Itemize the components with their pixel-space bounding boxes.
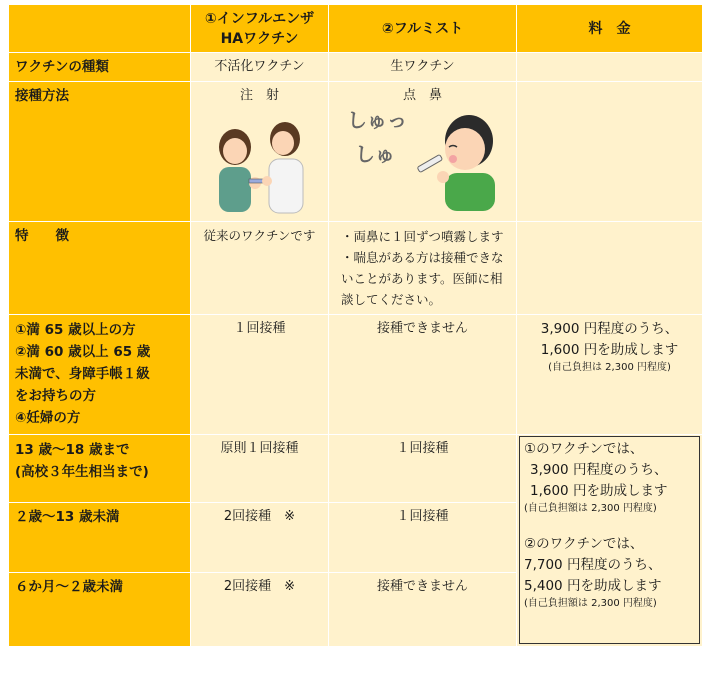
label-features: 特 徴: [9, 222, 191, 315]
feature-line-3: いことがあります。医師に相: [341, 271, 503, 286]
price-b-line3: 5,400 円を助成します: [524, 578, 662, 594]
cell-elderly-price: [517, 315, 703, 435]
cell-elderly-col2: 接種できません: [329, 315, 517, 435]
elderly-price-note: (自己負担は 2,300 円程度): [548, 362, 671, 373]
vaccine-comparison-table: [8, 4, 703, 647]
method-injection-label: 注 射: [239, 88, 279, 103]
label-infant: ６か月～２歳未満: [9, 573, 191, 647]
price-a-line3: 1,600 円を助成します: [530, 483, 668, 499]
header-price: 料 金: [517, 5, 703, 53]
cell-features-col1: 従来のワクチンです: [191, 222, 329, 315]
sound-effect-1: しゅっ: [347, 108, 407, 132]
row-elderly: [9, 315, 703, 435]
cell-type-col2: 生ワクチン: [329, 53, 517, 82]
header-corner: [9, 5, 191, 53]
cell-child-col2: １回接種: [329, 503, 517, 573]
cell-infant-col1: 2回接種 ※: [191, 573, 329, 647]
cell-features-col3: [517, 222, 703, 315]
elderly-price-line2: 1,600 円を助成します: [540, 342, 679, 358]
feature-line-4: 談してください。: [341, 292, 442, 307]
header-col1-line2: HAワクチン: [220, 30, 299, 47]
elderly-label-line1: ①満 65 歳以上の方: [15, 322, 136, 338]
header-row: [9, 5, 703, 53]
label-elderly: [9, 315, 191, 435]
price-b-line1: ②のワクチンでは、: [524, 536, 644, 552]
label-vaccine-type: ワクチンの種類: [9, 53, 191, 82]
cell-teen-col2: １回接種: [329, 435, 517, 503]
row-method: [9, 82, 703, 222]
cell-teen-col1: 原則１回接種: [191, 435, 329, 503]
row-vaccine-type: [9, 53, 703, 82]
cell-type-col3: [517, 53, 703, 82]
cell-child-price: [517, 435, 703, 647]
header-influenza-ha: [191, 5, 329, 53]
feature-line-1: ・両鼻に１回ずつ噴霧します: [341, 229, 504, 244]
row-features: [9, 222, 703, 315]
elderly-label-line5: ④妊婦の方: [15, 410, 81, 426]
row-teen: [9, 435, 703, 503]
label-child: ２歳～13 歳未満: [9, 503, 191, 573]
header-col1-line1: ①インフルエンザ: [204, 10, 315, 27]
method-nasal-label: 点 鼻: [402, 88, 442, 103]
cell-infant-col2: 接種できません: [329, 573, 517, 647]
price-b-note: (自己負担額は 2,300 円程度): [524, 598, 657, 609]
cell-elderly-col1: １回接種: [191, 315, 329, 435]
price-a-line2: 3,900 円程度のうち、: [530, 462, 668, 478]
elderly-label-line3: 未満で、身障手帳１級: [15, 366, 150, 382]
elderly-price-line1: 3,900 円程度のうち、: [540, 321, 679, 337]
feature-line-2: ・喘息がある方は接種できな: [341, 250, 504, 265]
cell-features-col2: [329, 222, 517, 315]
cell-method-col2: [329, 82, 517, 222]
nasal-spray-person-icon: [409, 107, 517, 211]
cell-child-col1: 2回接種 ※: [191, 503, 329, 573]
teen-label-line1: 13 歳～18 歳まで: [15, 442, 130, 458]
cell-method-col3: [517, 82, 703, 222]
teen-label-line2: (高校３年生相当まで): [15, 464, 149, 480]
elderly-label-line4: をお持ちの方: [15, 388, 96, 404]
elderly-label-line2: ②満 60 歳以上 65 歳: [15, 344, 151, 360]
sound-effect-2: しゅ: [355, 142, 395, 166]
price-a-line1: ①のワクチンでは、: [524, 441, 644, 457]
child-price-box: [519, 436, 700, 644]
price-a-note: (自己負担額は 2,300 円程度): [524, 503, 657, 514]
injection-illustration-icon: [205, 109, 315, 214]
nasal-illustration: [333, 105, 512, 213]
cell-method-col1: [191, 82, 329, 222]
cell-type-col1: 不活化ワクチン: [191, 53, 329, 82]
label-teen: [9, 435, 191, 503]
vaccine-table-sheet: [8, 4, 702, 666]
label-method: 接種方法: [9, 82, 191, 222]
price-b-line2: 7,700 円程度のうち、: [524, 557, 662, 573]
header-flumist: ②フルミスト: [329, 5, 517, 53]
